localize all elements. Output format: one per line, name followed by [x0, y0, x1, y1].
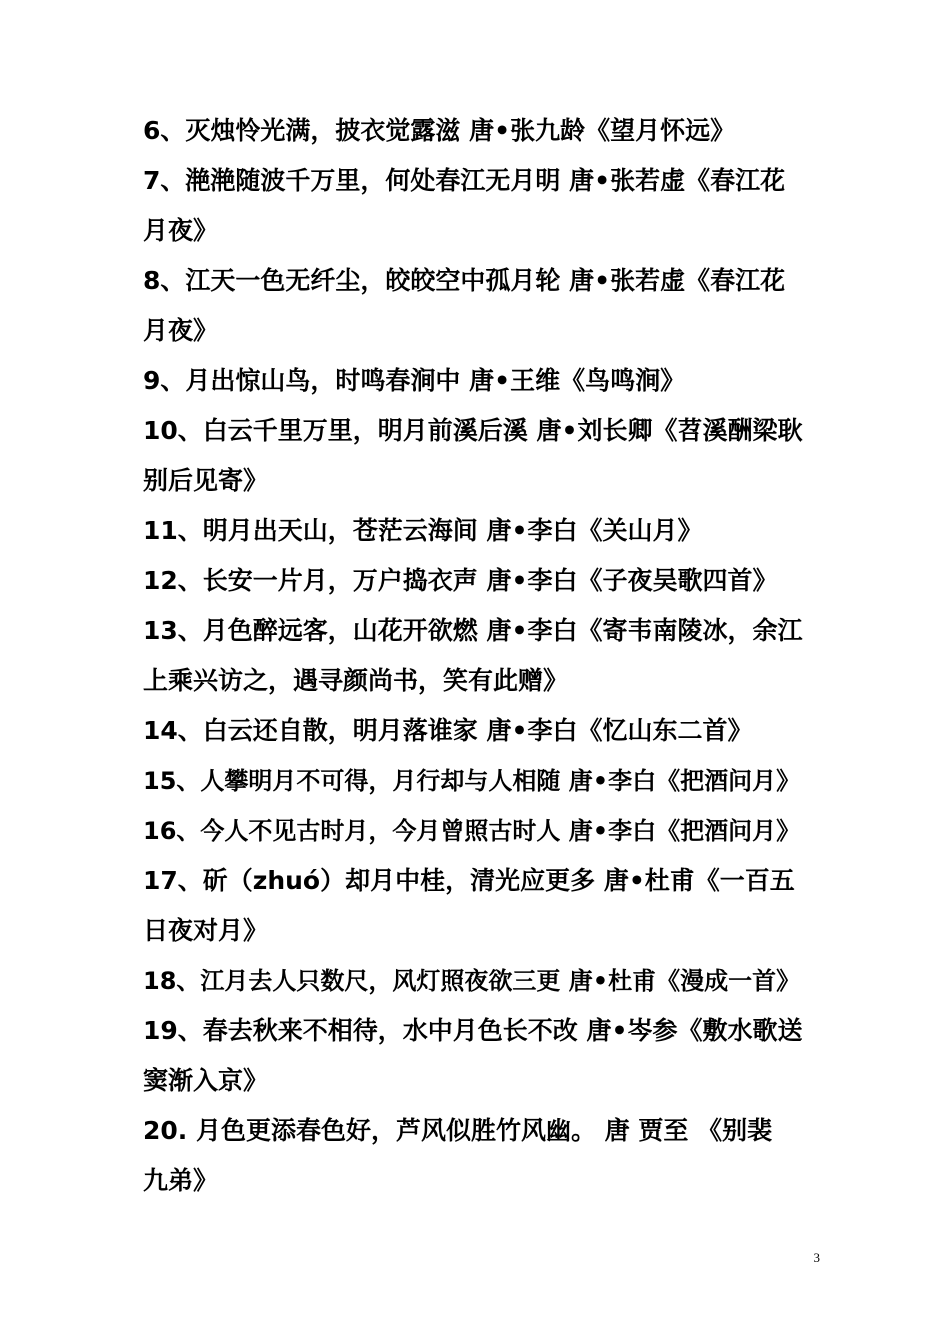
text-line: 别后见寄》: [143, 466, 269, 495]
text-line: 14、白云还自散，明月落谁家 唐•李白《忆山东二首》: [143, 716, 753, 745]
text-line: 月夜》: [143, 216, 219, 245]
text-line: 9、月出惊山鸟，时鸣春涧中 唐•王维《鸟鸣涧》: [143, 366, 686, 395]
text-line: 窦渐入京》: [143, 1066, 269, 1095]
text-line: 13、月色醉远客，山花开欲燃 唐•李白《寄韦南陵冰，余江: [143, 616, 803, 645]
page-number: 3: [813, 1250, 820, 1265]
text-line: 6、灭烛怜光满，披衣觉露滋 唐•张九龄《望月怀远》: [143, 116, 736, 145]
text-line: 17、斫（zhuó）却月中桂，清光应更多 唐•杜甫《一百五: [143, 866, 795, 895]
poem-list: [143, 106, 813, 1206]
text-line: 上乘兴访之，遇寻颜尚书，笑有此赠》: [143, 666, 569, 695]
text-line: 7、滟滟随波千万里，何处春江无月明 唐•张若虚《春江花: [143, 166, 786, 195]
text-line: 10、白云千里万里，明月前溪后溪 唐•刘长卿《苕溪酬梁耿: [143, 416, 803, 445]
text-line: 日夜对月》: [143, 916, 269, 945]
text-line: 16、今人不见古时月，今月曾照古时人 唐•李白《把酒问月》: [143, 817, 801, 845]
text-line: 九弟》: [143, 1166, 219, 1195]
text-line: 19、春去秋来不相待，水中月色长不改 唐•岑参《敷水歌送: [143, 1016, 803, 1045]
text-line: 11、明月出天山，苍茫云海间 唐•李白《关山月》: [143, 516, 703, 545]
text-line: 18、江月去人只数尺，风灯照夜欲三更 唐•杜甫《漫成一首》: [143, 967, 801, 995]
text-line: 15、人攀明月不可得，月行却与人相随 唐•李白《把酒问月》: [143, 767, 801, 795]
text-line: 20. 月色更添春色好，芦风似胜竹风幽。 唐 贾至 《别裴: [143, 1116, 773, 1145]
text-line: 12、长安一片月，万户捣衣声 唐•李白《子夜吴歌四首》: [143, 566, 778, 595]
text-line: 8、江天一色无纤尘，皎皎空中孤月轮 唐•张若虚《春江花: [143, 266, 786, 295]
text-line: 月夜》: [143, 316, 219, 345]
